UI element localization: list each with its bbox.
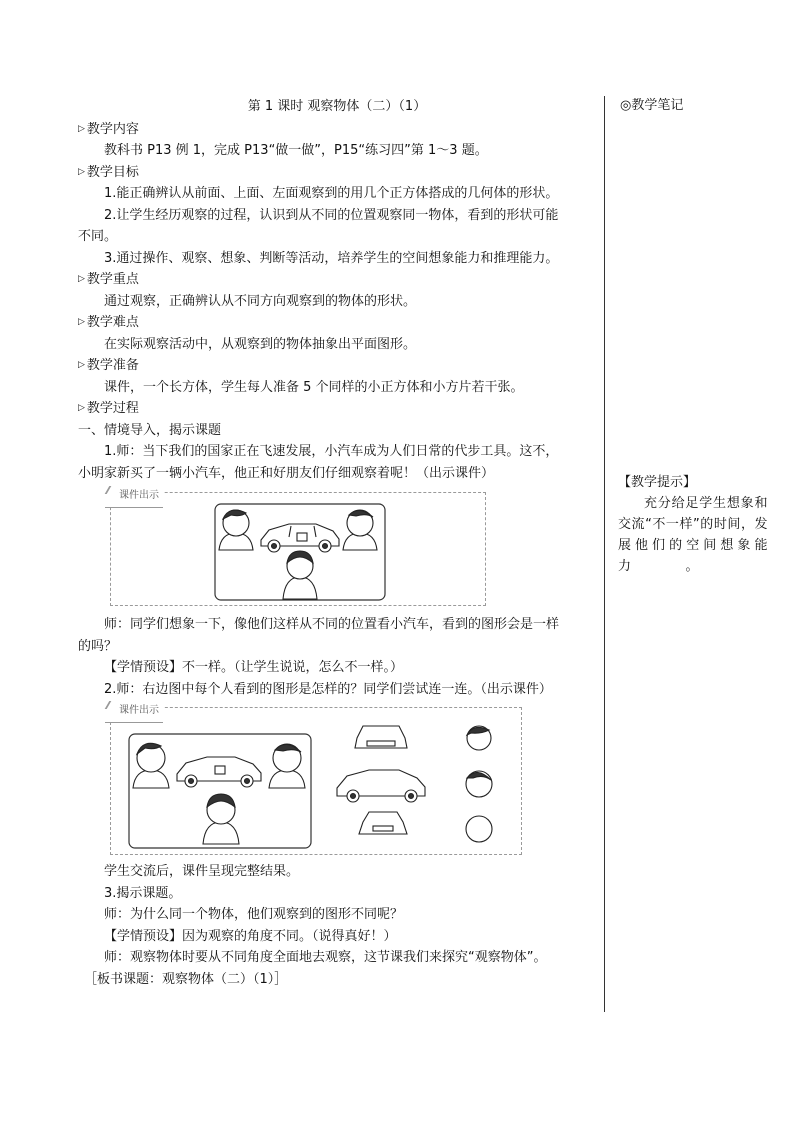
section-key-heading: ▷ 教学重点 [78,269,596,291]
goal-item: 3.通过操作、观察、想象、判断等活动，培养学生的空间想象能力和推理能力。 [104,250,559,266]
car-observation-illustration [111,493,485,605]
triangle-bullet-icon: ▷ [78,123,85,134]
head-back-view [466,816,492,842]
section-goals-heading: ▷ 教学目标 [78,162,596,184]
teaching-notes-header: ◎教学笔记 [620,98,684,113]
triangle-bullet-icon: ▷ [78,274,85,284]
key-text: 通过观察，正确辨认从不同方向观察到的物体的形状。 [104,293,417,309]
triangle-bullet-icon: ▷ [78,360,85,370]
process-text: 2.师：右边图中每个人看到的图形是怎样的？同学们尝试连一连。（出示课件） [104,681,552,697]
boy-left-figure [219,510,253,550]
car-side-drawing [261,524,339,552]
process-text: 师：同学们想象一下，像他们这样从不同的位置看小汽车，看到的图形会是一样 [104,617,560,632]
process-text: 1.师：当下我们的国家正在飞速发展，小汽车成为人们日常的代步工具。这不， [104,444,559,459]
goal-item: 2.让学生经历观察的过程，认识到从不同的位置观察同一物体，看到的形状可能 [104,207,559,223]
student-prediction: 【学情预设】因为观察的角度不同。（说得真好！） [104,928,397,944]
student-prediction: 【学情预设】不一样。（让学生说说，怎么不一样。） [104,660,404,675]
head-side-view-2 [466,771,492,797]
teaching-tip [618,472,768,577]
scene-right-boy [269,744,305,788]
process-text: 师：观察物体时要从不同角度全面地去观察，这节课我们来探究“观察物体”。 [104,950,547,965]
car-views-matching-illustration [111,708,521,854]
teaching-tip-header: 【教学提示】 [618,475,697,490]
triangle-bullet-icon: ▷ [78,403,85,413]
boy-right-figure [343,510,377,550]
content-text: 教科书 P13 例 1，完成 P13“做一做”，P15“练习四”第 1～3 题。 [104,143,488,158]
lesson-title: 第 1 课时 观察物体（二）（1） [247,99,427,114]
lesson-plan-main [78,96,596,990]
section-prep-heading: ▷ 教学准备 [78,355,596,377]
column-divider [604,96,605,1012]
process-text: 3.揭示课题。 [104,885,182,901]
car-side-view [337,770,425,802]
difficulty-text: 在实际观察活动中，从观察到的物体抽象出平面图形。 [104,336,417,352]
board-title: ［板书课题：观察物体（二）（1）］ [84,971,288,987]
courseware-box-1 [110,492,486,606]
goal-item: 1.能正确辨认从前面、上面、左面观察到的用几个正方体搭成的几何体的形状。 [104,186,559,201]
teaching-tip-body: 充分给足学生想象和交流“不一样”的时间，发展他们的空间想象能力 。 [618,496,768,574]
process-part-heading: 一、情境导入，揭示课题 [78,422,222,438]
goal-item: 不同。 [78,229,118,244]
process-text: 师：为什么同一个物体，他们观察到的图形不同呢？ [104,907,404,922]
section-process-heading: ▷ 教学过程 [78,398,596,420]
courseware-label: 课件出示 [105,485,163,508]
triangle-bullet-icon: ▷ [78,166,85,177]
scene-car [177,757,261,787]
head-side-view-1 [467,726,491,750]
triangle-bullet-icon: ▷ [78,317,85,327]
courseware-box-2 [110,707,522,855]
process-text: 小明家新买了一辆小汽车，他正和好朋友们仔细观察着呢！（出示课件） [78,465,495,481]
car-back-view [359,812,407,834]
scene-left-boy [133,743,169,788]
section-difficulty-heading: ▷ 教学难点 [78,312,596,334]
car-front-view [355,726,407,748]
process-text: 学生交流后，课件呈现完整结果。 [104,864,300,879]
process-text: 的吗？ [78,638,118,654]
prep-text: 课件，一个长方体，学生每人准备 5 个同样的小正方体和小方片若干张。 [104,379,524,395]
section-content-heading: ▷ 教学内容 [78,119,596,141]
scene-back-boy [203,794,239,844]
boy-back-figure [283,551,317,599]
courseware-label: 课件出示 [105,700,163,723]
